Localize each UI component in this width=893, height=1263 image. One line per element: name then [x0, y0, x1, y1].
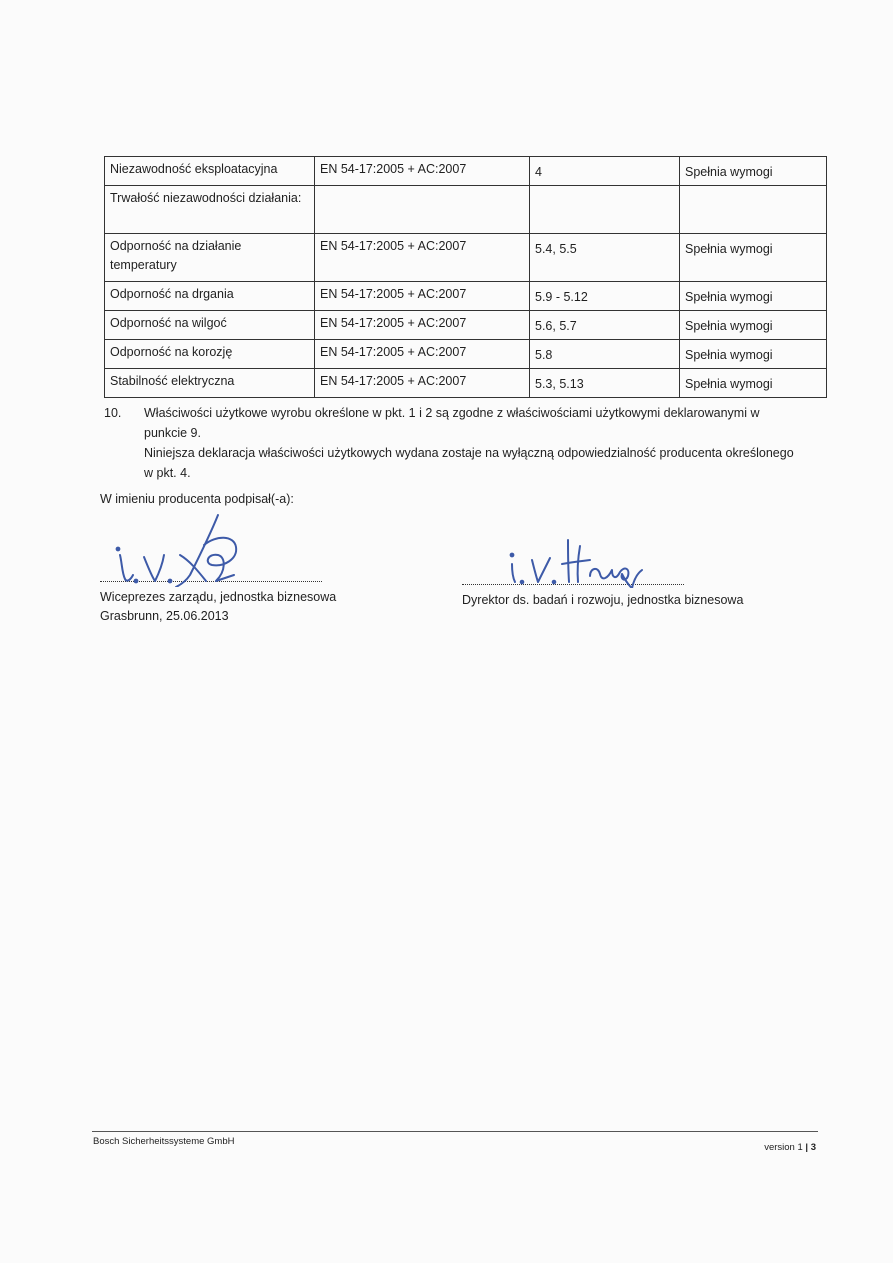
performance-cell: Spełnia wymogi	[680, 234, 827, 282]
performance-cell: Spełnia wymogi	[680, 311, 827, 340]
section-number: 10.	[104, 406, 122, 420]
specification-cell: EN 54-17:2005 + AC:2007	[315, 311, 530, 340]
left-handwritten-signature	[100, 505, 260, 587]
table-row	[105, 157, 827, 186]
declaration-paragraph-1: Właściwości użytkowe wyrobu określone w pkt. 1 i 2 są zgodne z właściwościami użytkowymi deklarowanymi w punkcie 9.	[144, 406, 760, 440]
performance-cell: Spełnia wymogi	[680, 157, 827, 186]
table-body	[105, 157, 827, 398]
left-signature-line	[100, 581, 322, 582]
table-row	[105, 186, 827, 234]
table-row	[105, 282, 827, 311]
footer-divider	[92, 1131, 818, 1132]
performance-cell: Spełnia wymogi	[680, 369, 827, 398]
specification-cell: EN 54-17:2005 + AC:2007	[315, 340, 530, 369]
clause-cell: 5.3, 5.13	[530, 369, 680, 398]
table-row	[105, 234, 827, 282]
footer-version	[764, 1142, 816, 1153]
performance-cell	[680, 186, 827, 234]
characteristic-cell: Stabilność elektryczna	[105, 369, 315, 398]
characteristic-cell: Odporność na drgania	[105, 282, 315, 311]
clause-cell: 5.9 - 5.12	[530, 282, 680, 311]
declaration-section	[104, 403, 804, 483]
declaration-paragraph-2: Niniejsza deklaracja właściwości użytkowych wydana zostaje na wyłączną odpowiedzialność producenta określonego w pkt. 4.	[144, 446, 794, 480]
clause-cell	[530, 186, 680, 234]
specification-cell: EN 54-17:2005 + AC:2007	[315, 157, 530, 186]
specification-cell: EN 54-17:2005 + AC:2007	[315, 234, 530, 282]
right-signature-block	[462, 530, 822, 607]
footer-company: Bosch Sicherheitssysteme GmbH	[93, 1136, 235, 1147]
specification-cell	[315, 186, 530, 234]
left-signatory-title: Wiceprezes zarządu, jednostka biznesowa	[100, 590, 337, 604]
version-label: version 1	[764, 1142, 803, 1153]
right-signature-line	[462, 584, 684, 585]
clause-cell: 4	[530, 157, 680, 186]
right-signatory-title: Dyrektor ds. badań i rozwoju, jednostka biznesowa	[462, 593, 744, 607]
left-signature-block	[100, 505, 400, 623]
performance-table	[104, 156, 827, 398]
version-separator: |	[805, 1142, 809, 1153]
table-row	[105, 311, 827, 340]
characteristic-cell: Niezawodność eksploatacyjna	[105, 157, 315, 186]
performance-cell: Spełnia wymogi	[680, 282, 827, 311]
signed-by-label: W imieniu producenta podpisał(-a):	[100, 492, 294, 506]
clause-cell: 5.4, 5.5	[530, 234, 680, 282]
characteristic-cell: Trwałość niezawodności działania:	[105, 186, 315, 234]
performance-cell: Spełnia wymogi	[680, 340, 827, 369]
place-and-date: Grasbrunn, 25.06.2013	[100, 609, 229, 623]
specification-cell: EN 54-17:2005 + AC:2007	[315, 369, 530, 398]
characteristic-cell: Odporność na wilgoć	[105, 311, 315, 340]
specification-cell: EN 54-17:2005 + AC:2007	[315, 282, 530, 311]
table-row	[105, 340, 827, 369]
characteristic-cell: Odporność na działanie temperatury	[105, 234, 315, 282]
right-handwritten-signature	[462, 530, 662, 588]
clause-cell: 5.8	[530, 340, 680, 369]
table-row	[105, 369, 827, 398]
characteristic-cell: Odporność na korozję	[105, 340, 315, 369]
clause-cell: 5.6, 5.7	[530, 311, 680, 340]
page-number: 3	[810, 1142, 816, 1153]
